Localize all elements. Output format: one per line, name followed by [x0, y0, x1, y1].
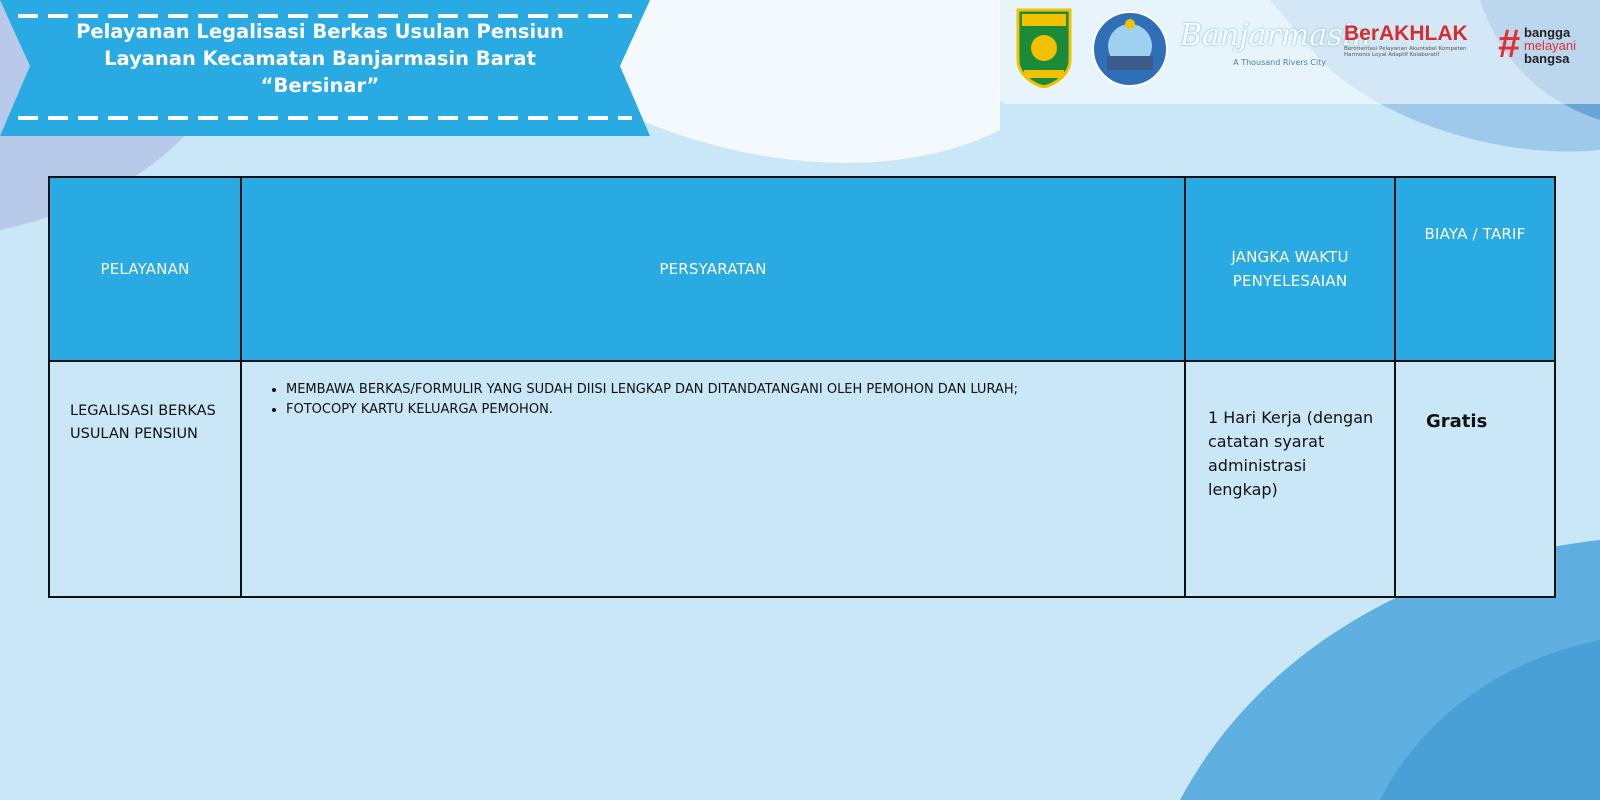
- berakhlak-logo: [1344, 22, 1484, 68]
- table-row: [49, 361, 1555, 597]
- bangga-melayani-bangsa-logo: [1498, 22, 1596, 72]
- completion-time-cell: 1 Hari Kerja (dengan catatan syarat administrasi lengkap): [1185, 361, 1395, 597]
- title-line-1: Pelayanan Legalisasi Berkas Usulan Pensiun: [76, 20, 564, 43]
- bangsa-word: bangsa: [1524, 51, 1570, 66]
- city-tagline: A Thousand Rivers City: [1233, 58, 1326, 67]
- berakhlak-word: BerAKHLAK: [1344, 22, 1468, 45]
- service-name-cell: LEGALISASI BERKAS USULAN PENSIUN: [49, 361, 241, 597]
- page-title: [30, 18, 610, 99]
- logo-strip: [998, 0, 1600, 104]
- service-table-container: [48, 176, 1556, 598]
- requirement-item: • MEMBAWA BERKAS/FORMULIR YANG SUDAH DIISI LENGKAP DAN DITANDATANGANI OLEH PEMOHON DAN LURAH;: [286, 380, 1164, 400]
- requirement-item: • FOTOCOPY KARTU KELUARGA PEMOHON.: [286, 400, 1164, 420]
- kecamatan-emblem-logo: [1091, 10, 1169, 88]
- requirements-cell: [241, 361, 1185, 597]
- header-pelayanan: PELAYANAN: [49, 177, 241, 361]
- banjarmasin-shield-logo: [1016, 8, 1072, 88]
- title-line-2: Layanan Kecamatan Banjarmasin Barat: [104, 47, 536, 70]
- city-script-text: Banjarmasin: [1180, 18, 1372, 53]
- banjarmasin-city-logo: [1180, 18, 1372, 72]
- requirements-list: [272, 380, 1164, 420]
- hashtag-icon: #: [1498, 22, 1521, 66]
- header-biaya: BIAYA / TARIF: [1395, 177, 1555, 361]
- title-banner: [0, 0, 650, 136]
- melayani-word: melayani: [1524, 38, 1577, 53]
- service-table: [48, 176, 1556, 598]
- fee-cell: Gratis: [1395, 361, 1555, 597]
- table-header-row: [49, 177, 1555, 361]
- bangga-word: bangga: [1524, 25, 1571, 40]
- header-jangka-waktu: JANGKA WAKTU PENYELESAIAN: [1185, 177, 1395, 361]
- berakhlak-subtext: Berorientasi Pelayanan Akuntabel Kompeten Harmonis Loyal Adaptif Kolaboratif: [1344, 46, 1467, 58]
- title-line-3: “Bersinar”: [260, 74, 380, 97]
- header-persyaratan: PERSYARATAN: [241, 177, 1185, 361]
